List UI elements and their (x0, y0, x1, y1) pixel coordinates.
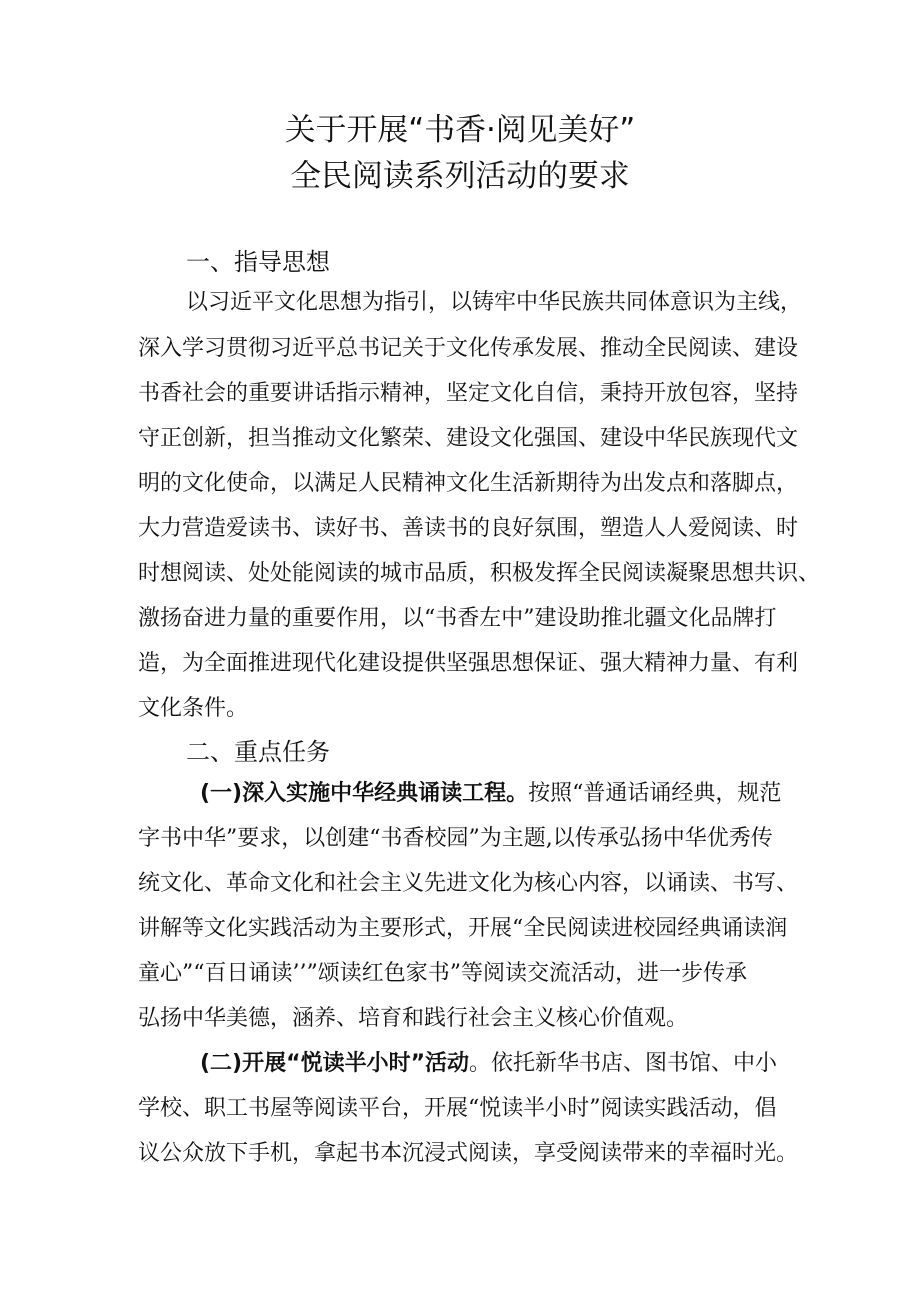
paragraph-line: 字书中华”要求，以创建“书香校园”为主题,以传承弘扬中华优秀传 (138, 826, 773, 851)
task-item-1-text: 按照“普通话诵经典，规范 (528, 781, 782, 806)
paragraph-line: 统文化、革命文化和社会主义先进文化为核心内容，以诵读、书写、 (138, 871, 799, 896)
paragraph-line: 弘扬中华美德，涵养、培育和践行社会主义核心价值观。 (138, 1006, 689, 1031)
task-item-2-first-line (200, 1049, 777, 1079)
paragraph-line: 大力营造爱读书、读好书、善读书的良好氛围，塑造人人爱阅读、时 (138, 516, 799, 541)
paragraph-line: 文化条件。 (138, 696, 249, 721)
section-heading-guiding-ideology: 一、指导思想 (186, 248, 330, 276)
document-title-line-1: 关于开展“书香·阅见美好” (284, 112, 636, 148)
paragraph-line: 讲解等文化实践活动为主要形式，开展“全民阅读进校园经典诵读润 (138, 916, 788, 941)
task-item-1-title: (一)深入实施中华经典诵读工程。 (200, 781, 529, 806)
paragraph-line: 学校、职工书屋等阅读平台，开展“悦读半小时”阅读实践活动，倡 (138, 1096, 777, 1121)
section-heading-key-tasks: 二、重点任务 (186, 738, 330, 766)
paragraph-line: 明的文化使命，以满足人民精神文化生活新期待为出发点和落脚点， (138, 471, 799, 496)
paragraph-line: 深入学习贯彻习近平总书记关于文化传承发展、推动全民阅读、建设 (138, 336, 799, 361)
paragraph-line: 童心”“百日诵读’’”颂读红色家书”等阅读交流活动，进一步传承 (138, 961, 747, 986)
task-item-2-title: (二)开展“悦读半小时”活动 (200, 1051, 470, 1076)
document-title-line-2: 全民阅读系列活动的要求 (290, 158, 630, 194)
paragraph-line: 以习近平文化思想为指引，以铸牢中华民族共同体意识为主线， (186, 290, 803, 315)
paragraph-line: 书香社会的重要讲话指示精神，坚定文化自信，秉持开放包容，坚持 (138, 381, 799, 406)
paragraph-line: 议公众放下手机，拿起书本沉浸式阅读，享受阅读带来的幸福时光。 (138, 1141, 799, 1166)
task-item-1-first-line (200, 779, 781, 809)
paragraph-line: 激扬奋进力量的重要作用，以“书香左中”建设助推北疆文化品牌打 (138, 606, 777, 631)
paragraph-line: 造，为全面推进现代化建设提供坚强思想保证、强大精神力量、有利 (138, 651, 799, 676)
paragraph-line: 守正创新，担当推动文化繁荣、建设文化强国、建设中华民族现代文 (138, 426, 799, 451)
task-item-2-text: 。依托新华书店、图书馆、中小 (469, 1051, 778, 1076)
paragraph-line: 时想阅读、处处能阅读的城市品质，积极发挥全民阅读凝聚思想共识、 (138, 561, 821, 586)
